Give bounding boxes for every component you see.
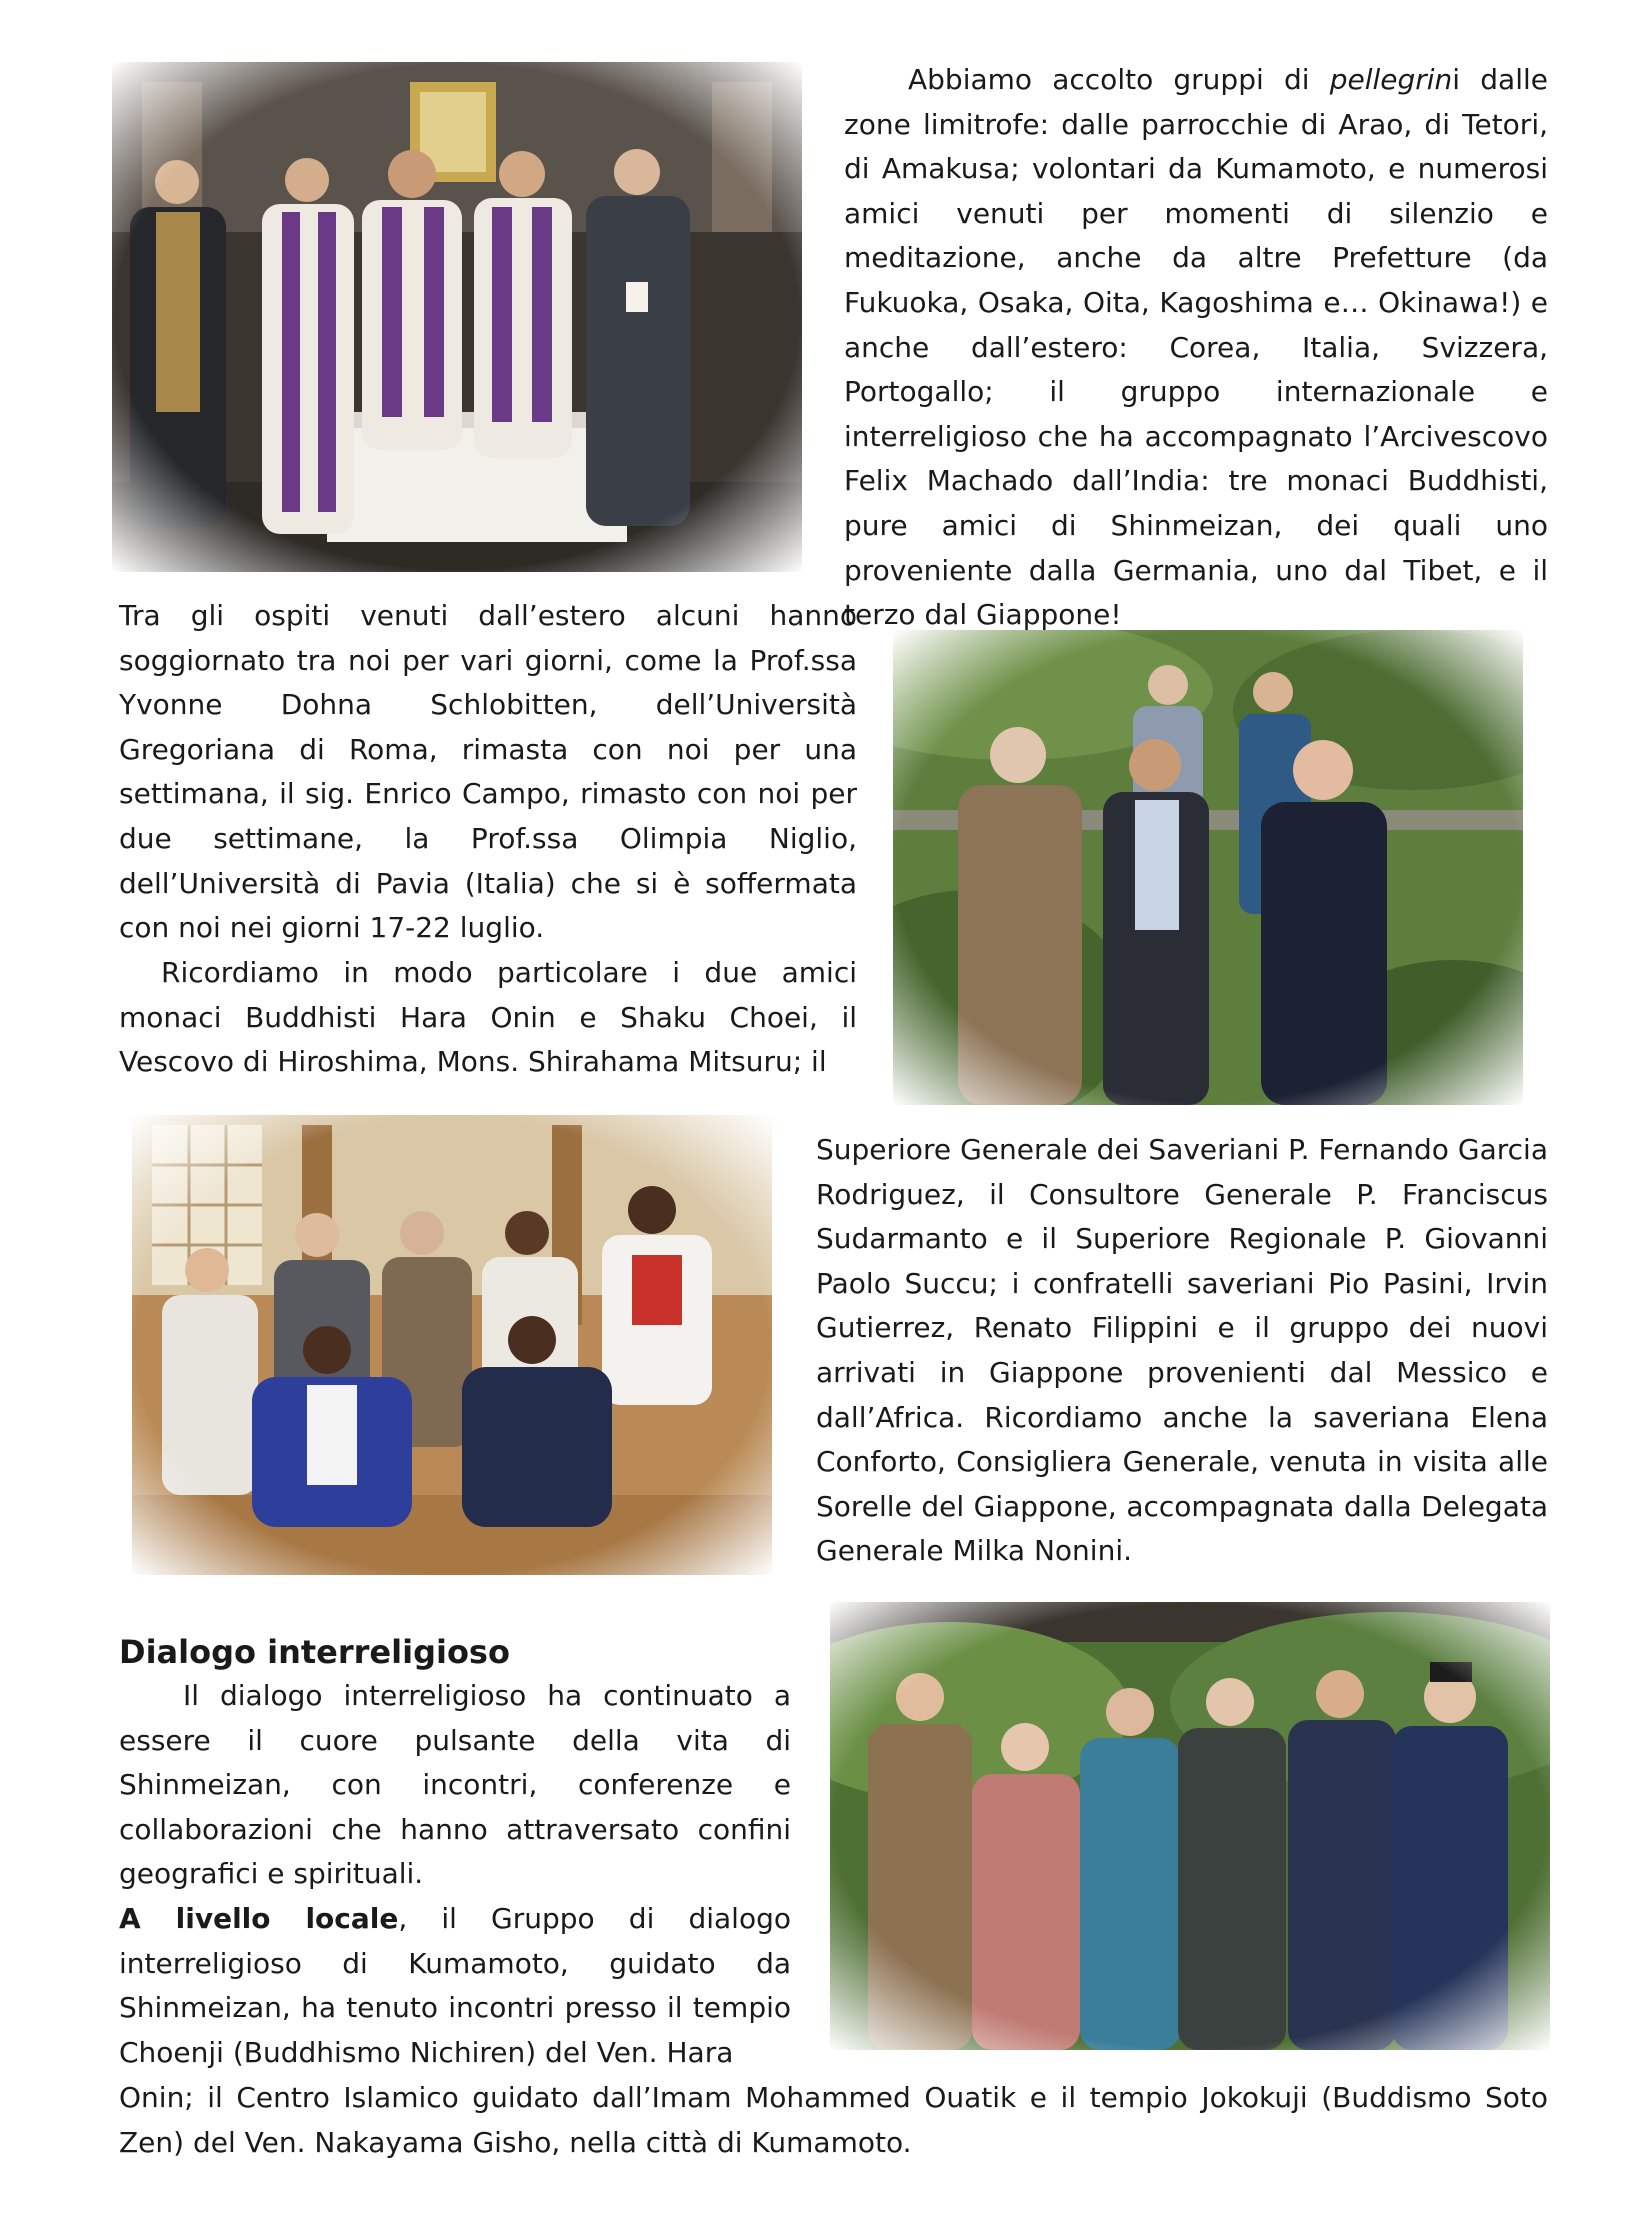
photo-outdoor-group xyxy=(830,1602,1550,2050)
paragraph-guests: Tra gli ospiti venuti dall’estero alcuni hanno soggiornato tra noi per vari giorni, come la Prof.ssa Yvonne Dohna Schlobitten, dell’Università Gregoriana di Roma, rimasta con noi per una settimana, il sig. Enrico Campo, rimasto con noi per due settimane, la Prof.ssa Olimpia Niglio, dell’Università di Pavia (Italia) che si è soffermata con noi nei giorni 17-22 luglio. xyxy=(119,599,857,945)
paragraph-xaverians: Superiore Generale dei Saveriani P. Fernando Garcia Rodriguez, il Consultore Generale P. Franciscus Sudarmanto e il Superiore Regionale P. Giovanni Paolo Succu; i confratelli saveriani Pio Pasini, Irvin Gutierrez, Renato Filippini e il gruppo dei nuovi arrivati in Giappone provenienti dal Messico e dall’Africa. Ricordiamo anche la saveriana Elena Conforto, Consigliera Generale, venuta in visita alle Sorelle del Giappone, accompagnata dalla Delegata Generale Milka Nonini. xyxy=(816,1133,1548,1568)
paragraph-pilgrims xyxy=(844,58,1548,638)
paragraph-local-level-text: , il Gruppo di dialogo interreligioso di Kumamoto, guidato da Shinmeizan, ha tenuto incontri presso il tempio Choenji (Buddhismo Nichiren) del Ven. Hara xyxy=(119,1902,791,2069)
bold-a-livello-locale: A livello locale xyxy=(119,1902,399,1935)
emphasis-pellegrini: pellegrin xyxy=(1329,63,1453,96)
section-heading-dialogo: Dialogo interreligioso xyxy=(119,1633,510,1671)
photo-garden-group xyxy=(893,630,1523,1105)
paragraph-islamic-center: Onin; il Centro Islamico guidato dall’Imam Mohammed Ouatik e il tempio Jokokuji (Buddismo Soto Zen) del Ven. Nakayama Gisho, nella città di Kumamoto. xyxy=(119,2081,1548,2159)
paragraph-local-level xyxy=(119,1897,791,2075)
paragraph-pilgrims-text-rest: i dalle zone limitrofe: dalle parrocchie di Arao, di Tetori, di Amakusa; volontari da Kumamoto, e numerosi amici venuti per momenti di silenzio e meditazione, anche da altre Prefetture (da Fukuoka, Osaka, Oita, Kagoshima e… Okinawa!) e anche dall’estero: Corea, Italia, Svizzera, Portogallo; il gruppo internazionale e interreligioso che ha accompagnato l’Arcivescovo Felix Machado dall’India: tre monaci Buddhisti, pure amici di Shinmeizan, dei quali uno proveniente dalla Germania, uno dal Tibet, e il terzo dal Giappone! xyxy=(844,63,1548,632)
photo-indoor-group xyxy=(132,1115,772,1575)
paragraph-pilgrims-text-before: Abbiamo accolto gruppi di xyxy=(908,63,1330,96)
paragraph-dialogue-heart: Il dialogo interreligioso ha continuato a essere il cuore pulsante della vita di Shinmeizan, con incontri, conferenze e collaborazioni che hanno attraversato confini geografici e spirituali. xyxy=(119,1679,791,1891)
photo-priests-altar xyxy=(112,62,802,572)
paragraph-remember-monks: Ricordiamo in modo particolare i due amici monaci Buddhisti Hara Onin e Shaku Choei, il Vescovo di Hiroshima, Mons. Shirahama Mitsuru; il xyxy=(119,956,857,1079)
